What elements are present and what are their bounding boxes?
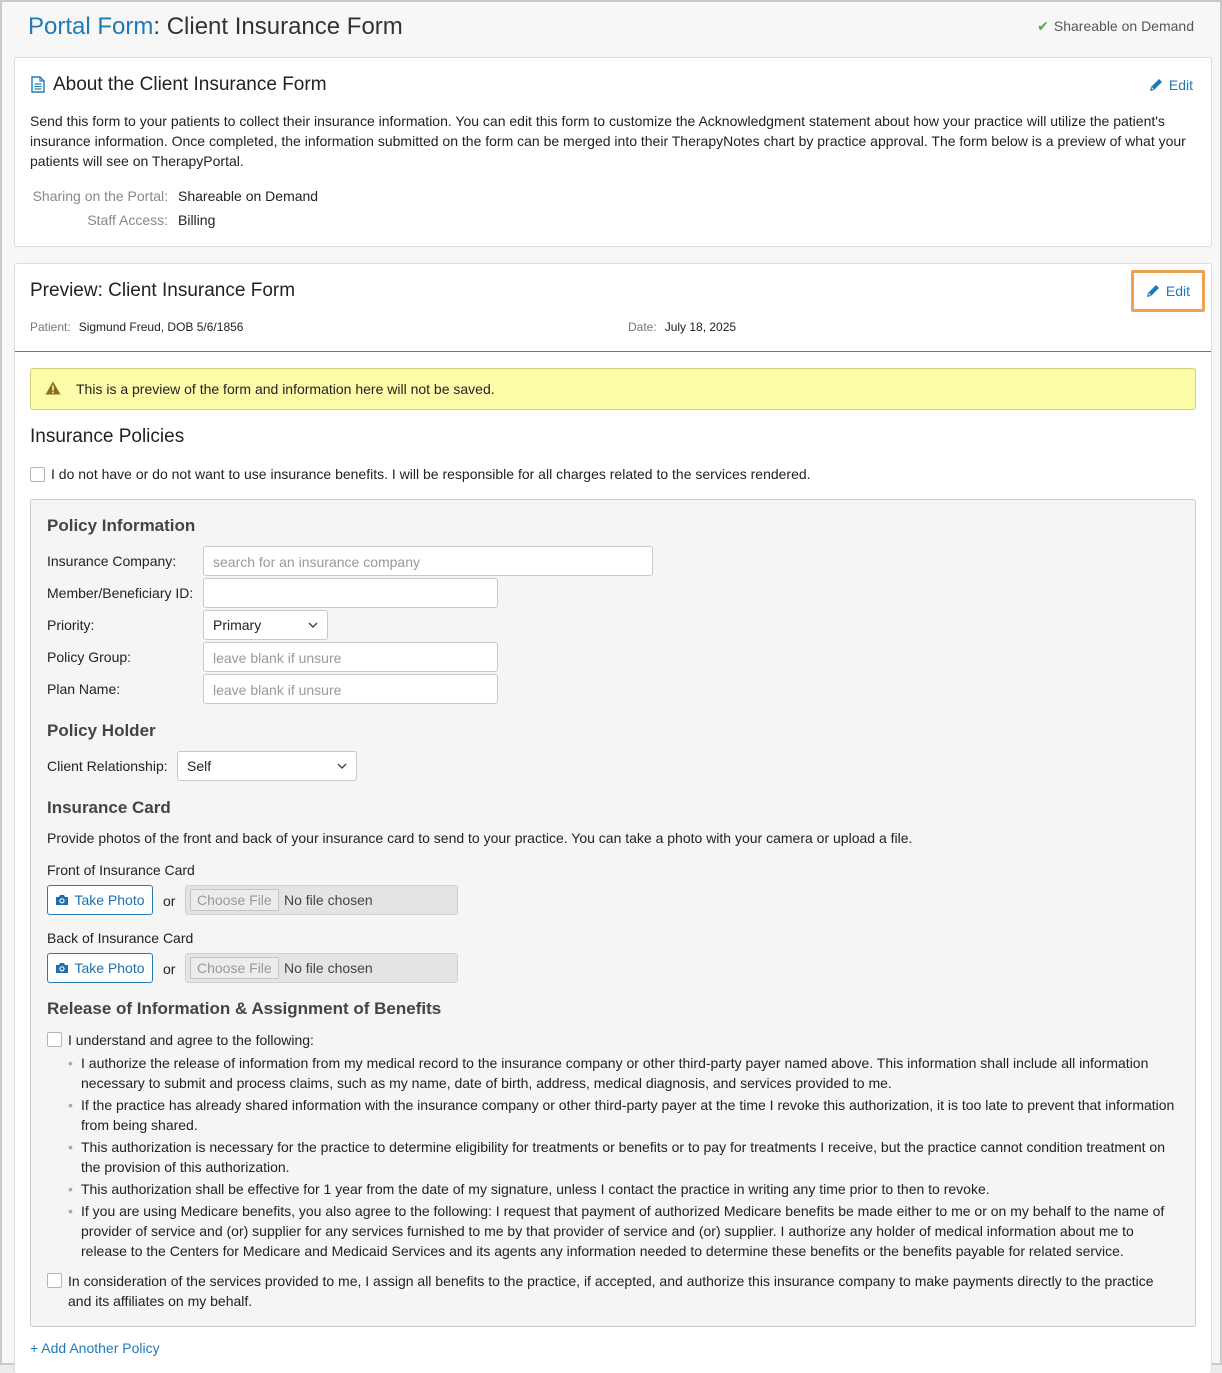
- no-insurance-label: I do not have or do not want to use insurance benefits. I will be responsible for all charges related to the services rendered.: [51, 466, 811, 482]
- client-relationship-select[interactable]: [177, 751, 357, 781]
- front-no-file-label: No file chosen: [284, 892, 373, 908]
- page-title: [28, 13, 403, 41]
- front-take-photo-button[interactable]: [47, 885, 153, 915]
- sharing-value: Shareable on Demand: [178, 188, 319, 204]
- client-relationship-value: Self: [187, 758, 212, 774]
- policy-group-placeholder: leave blank if unsure: [213, 650, 342, 666]
- chevron-down-icon: [336, 760, 348, 772]
- back-no-file-label: No file chosen: [284, 960, 373, 976]
- front-take-photo-label: Take Photo: [74, 892, 145, 908]
- date-info: [628, 320, 736, 334]
- preview-edit-label: Edit: [1165, 283, 1190, 299]
- patient-info: [30, 320, 243, 334]
- add-another-policy-link[interactable]: + Add Another Policy: [30, 1340, 160, 1356]
- agree-option[interactable]: [47, 1030, 314, 1050]
- about-title: About the Client Insurance Form: [53, 74, 327, 95]
- about-panel: [14, 57, 1212, 247]
- warning-icon: [45, 381, 61, 395]
- preview-edit-link[interactable]: [1145, 283, 1190, 299]
- member-id-input[interactable]: [203, 578, 498, 608]
- divider: [15, 351, 1211, 352]
- shareable-status-label: Shareable on Demand: [1053, 18, 1194, 34]
- plan-name-label: Plan Name:: [47, 681, 121, 697]
- member-id-label: Member/Beneficiary ID:: [47, 585, 194, 601]
- date-label: Date:: [628, 320, 657, 334]
- staff-access-label: Staff Access:: [87, 212, 168, 228]
- agree-checkbox[interactable]: [47, 1032, 62, 1047]
- front-file-input[interactable]: [185, 885, 458, 915]
- back-choose-file-button[interactable]: Choose File: [190, 957, 279, 979]
- priority-select[interactable]: [203, 610, 328, 640]
- preview-edit-highlight: [1131, 270, 1205, 312]
- no-insurance-checkbox[interactable]: [30, 467, 45, 482]
- about-edit-link[interactable]: [1148, 77, 1193, 93]
- term-item: • I authorize the release of information from my medical record to the insurance company or other third-party payer named above. This information shall include all information necessary to submit and process claims, such as my name, date of birth, address, medical diagnosis, and services provided to me.: [65, 1053, 1175, 1093]
- pencil-icon: [1145, 283, 1161, 299]
- front-choose-file-button[interactable]: Choose File: [190, 889, 279, 911]
- staff-access-value: Billing: [178, 212, 216, 228]
- chevron-down-icon: [307, 619, 319, 631]
- insurance-company-input[interactable]: [203, 546, 653, 576]
- camera-icon: [55, 962, 69, 974]
- insurance-card-help: Provide photos of the front and back of your insurance card to send to your practice. You can take a photo with your camera or upload a file.: [47, 830, 913, 846]
- plan-name-placeholder: leave blank if unsure: [213, 682, 342, 698]
- document-icon: [31, 76, 45, 93]
- term-item: • If the practice has already shared information with the insurance company or other third-party payer at the time I revoke this authorization, it is too late to prevent that information from being shared.: [65, 1095, 1175, 1135]
- policy-information-heading: Policy Information: [47, 516, 196, 535]
- pencil-icon: [1148, 77, 1164, 93]
- no-insurance-option[interactable]: [30, 466, 811, 482]
- front-or-text: or: [163, 893, 176, 909]
- patient-label: Patient:: [30, 320, 71, 334]
- plan-name-input[interactable]: [203, 674, 498, 704]
- assign-benefits-label: In consideration of the services provided to me, I assign all benefits to the practice, if accepted, and authorize this insurance company to make payments directly to the practice and its affiliates on my behalf.: [68, 1273, 1154, 1309]
- warning-text: This is a preview of the form and information here will not be saved.: [76, 381, 495, 397]
- agree-label: I understand and agree to the following:: [68, 1032, 314, 1048]
- policy-box: [30, 499, 1196, 1327]
- insurance-policies-heading: Insurance Policies: [30, 426, 185, 447]
- preview-warning: [30, 368, 1196, 410]
- release-heading: Release of Information & Assignment of Benefits: [47, 999, 442, 1018]
- preview-title: Preview: Client Insurance Form: [30, 280, 296, 301]
- priority-value: Primary: [213, 617, 262, 633]
- patient-value: Sigmund Freud, DOB 5/6/1856: [78, 320, 244, 334]
- client-relationship-label: Client Relationship:: [47, 758, 168, 774]
- back-take-photo-button[interactable]: [47, 953, 153, 983]
- breadcrumb-portal-form[interactable]: Portal Form: [28, 13, 154, 40]
- term-item: • This authorization shall be effective for 1 year from the date of my signature, unless I contact the practice in writing any time prior to then to revoke.: [65, 1179, 1175, 1199]
- staff-access-row: [31, 212, 215, 228]
- front-card-label: Front of Insurance Card: [47, 862, 195, 878]
- date-value: July 18, 2025: [664, 320, 737, 334]
- terms-list: [65, 1053, 1175, 1263]
- page-header: [28, 12, 1194, 44]
- back-take-photo-label: Take Photo: [74, 960, 145, 976]
- policy-holder-heading: Policy Holder: [47, 721, 156, 740]
- sharing-row: [31, 188, 318, 204]
- camera-icon: [55, 894, 69, 906]
- assign-benefits-option[interactable]: [47, 1271, 1167, 1311]
- insurance-company-label: Insurance Company:: [47, 553, 177, 569]
- term-item: • This authorization is necessary for the practice to determine eligibility for treatments or benefits or to pay for treatments I receive, but the practice cannot condition treatment on the provision of this authorization.: [65, 1137, 1175, 1177]
- title-separator: :: [153, 13, 161, 40]
- check-icon: ✔: [1037, 18, 1049, 34]
- about-description: Send this form to your patients to collect their insurance information. You can edit this form to customize the Acknowledgment statement about how your practice will utilize the patient's insurance information. Once completed, the information submitted on the form can be merged into their TherapyNotes chart by practice approval. The form below is a preview of what your patients will see on TherapyPortal.: [30, 113, 1186, 169]
- insurance-card-heading: Insurance Card: [47, 798, 171, 817]
- insurance-company-placeholder: search for an insurance company: [213, 554, 420, 570]
- back-card-label: Back of Insurance Card: [47, 930, 194, 946]
- back-file-input[interactable]: [185, 953, 458, 983]
- back-or-text: or: [163, 961, 176, 977]
- preview-panel: [14, 263, 1212, 1373]
- priority-label: Priority:: [47, 617, 95, 633]
- shareable-status: [1037, 18, 1194, 35]
- about-edit-label: Edit: [1168, 77, 1193, 93]
- term-item: • If you are using Medicare benefits, you also agree to the following: I request that payment of authorized Medicare benefits be made either to me or on my behalf to the name of provider of service and (or) supplier for any services furnished to me by that provider of service and (or) supplier. I authorize any holder of medical information about me to release to the Centers for Medicare and Medicaid Services and its agents any information needed to determine these benefits or the benefits payable for related service.: [65, 1201, 1175, 1261]
- policy-group-label: Policy Group:: [47, 649, 132, 665]
- policy-group-input[interactable]: [203, 642, 498, 672]
- assign-benefits-checkbox[interactable]: [47, 1273, 62, 1288]
- form-title: Client Insurance Form: [160, 13, 403, 40]
- sharing-label: Sharing on the Portal:: [32, 188, 168, 204]
